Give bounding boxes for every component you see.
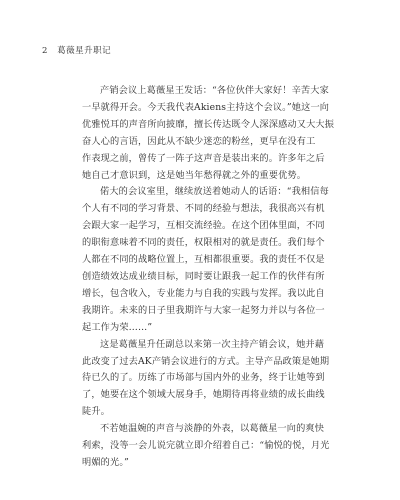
paragraph-1 [82,83,370,184]
text-line: 增长，包含收入，专业能力与自我的实践与发挥。我以此自 [82,287,325,299]
text-line: 的职衔意味着不同的责任，权限相对的就是责任。我们每个 [82,237,325,249]
text-line: 一早就得开会。今天我代表Akiens主持这个会议。”她这一向 [82,101,330,113]
paragraph-3 [82,337,370,422]
text-line: 不若她温婉的声音与淡静的外表，以葛薇星一向的爽快 [100,423,325,435]
text-line: 奋人心的言语，因此从不缺少迷恋的粉丝，更早在没有工 [82,135,316,147]
text-line: 这是葛薇星升任副总以来第一次主持产销会议，她并藉 [100,338,325,350]
text-line: 会跟大家一起学习，互相交流经验。在这个团体里面，不同 [82,220,325,232]
paragraph-4 [82,421,370,472]
text-line: 了，她要在这个领域大展身手，她期待再将业绩的成长曲线 [82,389,325,401]
text-line: 创造绩效达成业绩目标，同时要让跟我一起工作的伙伴有所 [82,270,325,282]
text-line: 此改变了过去AK产销会议进行的方式。主导产品政策是她期 [82,355,330,367]
body-text [82,83,370,472]
text-line: 我期许。未来的日子里我期许与大家一起努力并以与各位一 [82,304,325,316]
text-line: 产销会议上葛薇星王发话：“各位伙伴大家好！辛苦大家 [100,85,329,96]
text-line: 陡升。 [82,406,111,418]
text-line: 起工作为荣……” [82,321,153,333]
text-line: 待已久的了。历练了市场部与国内外的业务，终于让她等到 [82,372,325,384]
text-line: 作表现之前，曾传了一阵子这声音是装出来的。许多年之后 [82,152,325,164]
text-line: 她自己才意识到，这是她当年愁得就之外的重要优势。 [82,169,307,181]
book-title: 葛薇星升职记 [57,46,112,56]
text-line: 利索，没等一会儿说完就立即介绍着自己：“愉悦的悦，月光 [82,440,330,452]
text-line: 明媚的光。” [82,456,129,468]
running-header [42,44,111,56]
page-number: 2 [42,46,48,56]
text-line: 人都在不同的战略位置上，互相都很重要。我的责任不仅是 [82,254,325,266]
text-line: 偌大的会议室里，继续放送着她动人的话语：“我相信每 [100,186,329,198]
paragraph-2 [82,184,370,336]
text-line: 个人有不同的学习背景、不同的经验与想法，我很高兴有机 [82,203,325,215]
text-line: 优雅悦耳的声音所向披靡，擅长传达既令人深深感动又大大振 [82,118,335,130]
